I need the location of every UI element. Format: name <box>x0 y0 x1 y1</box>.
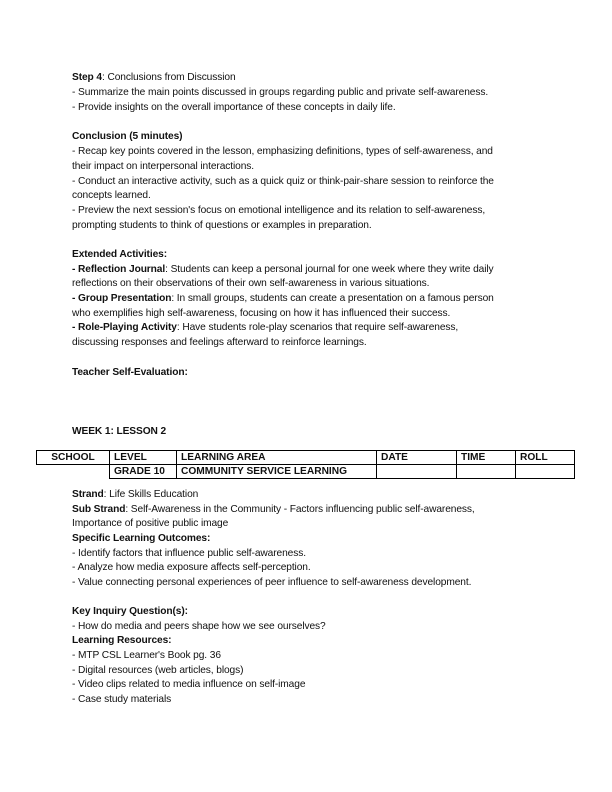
table-row <box>37 465 575 479</box>
step4-item: - Summarize the main points discussed in groups regarding public and private self-awareness. <box>72 87 489 98</box>
step4-label: Step 4 <box>72 72 102 83</box>
extended-heading: Extended Activities: <box>72 249 167 260</box>
conclusion-heading: Conclusion (5 minutes) <box>72 131 183 142</box>
outcomes-heading: Specific Learning Outcomes: <box>72 533 211 544</box>
sub-strand-cont: Importance of positive public image <box>72 518 229 529</box>
sub-strand-value: : Self-Awareness in the Community - Factors influencing public self-awareness, <box>125 504 475 515</box>
sub-strand-label: Sub Strand <box>72 504 126 515</box>
reflection-text: : Students can keep a personal journal for one week where they write daily <box>165 264 494 275</box>
reflection-journal <box>72 263 494 278</box>
conclusion-line: - Recap key points covered in the lesson, emphasizing definitions, types of self-awareness, and <box>72 146 493 157</box>
table-cell: COMMUNITY SERVICE LEARNING <box>177 465 377 479</box>
strand-line <box>72 488 198 503</box>
table-header-cell: LEVEL <box>110 451 177 465</box>
week-lesson-title: WEEK 1: LESSON 2 <box>72 426 167 437</box>
resource-item: - MTP CSL Learner's Book pg. 36 <box>72 650 221 661</box>
table-cell <box>516 465 575 479</box>
conclusion-line: concepts learned. <box>72 190 151 201</box>
group-presentation <box>72 292 494 307</box>
table-header-cell: ROLL <box>516 451 575 465</box>
outcome-item: - Analyze how media exposure affects self-perception. <box>72 562 311 573</box>
resource-item: - Digital resources (web articles, blogs) <box>72 665 244 676</box>
table-cell <box>377 465 457 479</box>
inquiry-item: - How do media and peers shape how we see ourselves? <box>72 621 326 632</box>
outcome-item: - Value connecting personal experiences of peer influence to self-awareness development. <box>72 577 472 588</box>
teacher-eval-heading: Teacher Self-Evaluation: <box>72 367 188 378</box>
sub-strand-line <box>72 503 475 518</box>
table-header-cell: TIME <box>457 451 516 465</box>
group-text: : In small groups, students can create a presentation on a famous person <box>171 293 494 304</box>
step4-title: : Conclusions from Discussion <box>101 72 236 83</box>
table-cell <box>457 465 516 479</box>
role-playing <box>72 321 458 336</box>
table-header-row <box>37 451 575 465</box>
role-label: - Role-Playing Activity <box>72 322 177 333</box>
resources-heading: Learning Resources: <box>72 635 172 646</box>
conclusion-line: - Conduct an interactive activity, such as a quick quiz or think-pair-share session to reinforce the <box>72 176 494 187</box>
table-header-cell: DATE <box>377 451 457 465</box>
step4-item: - Provide insights on the overall importance of these concepts in daily life. <box>72 102 396 113</box>
conclusion-line: prompting students to think of questions or examples in preparation. <box>72 220 372 231</box>
outcome-item: - Identify factors that influence public self-awareness. <box>72 548 306 559</box>
group-label: - Group Presentation <box>72 293 172 304</box>
strand-value: : Life Skills Education <box>103 489 199 500</box>
strand-label: Strand <box>72 489 104 500</box>
resource-item: - Case study materials <box>72 694 172 705</box>
resource-item: - Video clips related to media influence on self-image <box>72 679 306 690</box>
lesson-info-table <box>36 450 575 479</box>
group-cont: who exemplifies high self-awareness, focusing on how it has influenced their success. <box>72 308 451 319</box>
table-header-cell: SCHOOL <box>37 451 110 465</box>
role-cont: discussing responses and feelings afterward to reinforce learnings. <box>72 337 367 348</box>
table-header-cell: LEARNING AREA <box>177 451 377 465</box>
conclusion-line: their impact on interpersonal interactions. <box>72 161 255 172</box>
table-cell: GRADE 10 <box>110 465 177 479</box>
table-cell <box>37 465 110 479</box>
conclusion-line: - Preview the next session's focus on emotional intelligence and its relation to self-awareness, <box>72 205 486 216</box>
inquiry-heading: Key Inquiry Question(s): <box>72 606 188 617</box>
reflection-cont: reflections on their observations of their own self-awareness in various situations. <box>72 278 430 289</box>
reflection-label: - Reflection Journal <box>72 264 166 275</box>
step4-heading <box>72 71 236 86</box>
role-text: : Have students role-play scenarios that require self-awareness, <box>176 322 459 333</box>
